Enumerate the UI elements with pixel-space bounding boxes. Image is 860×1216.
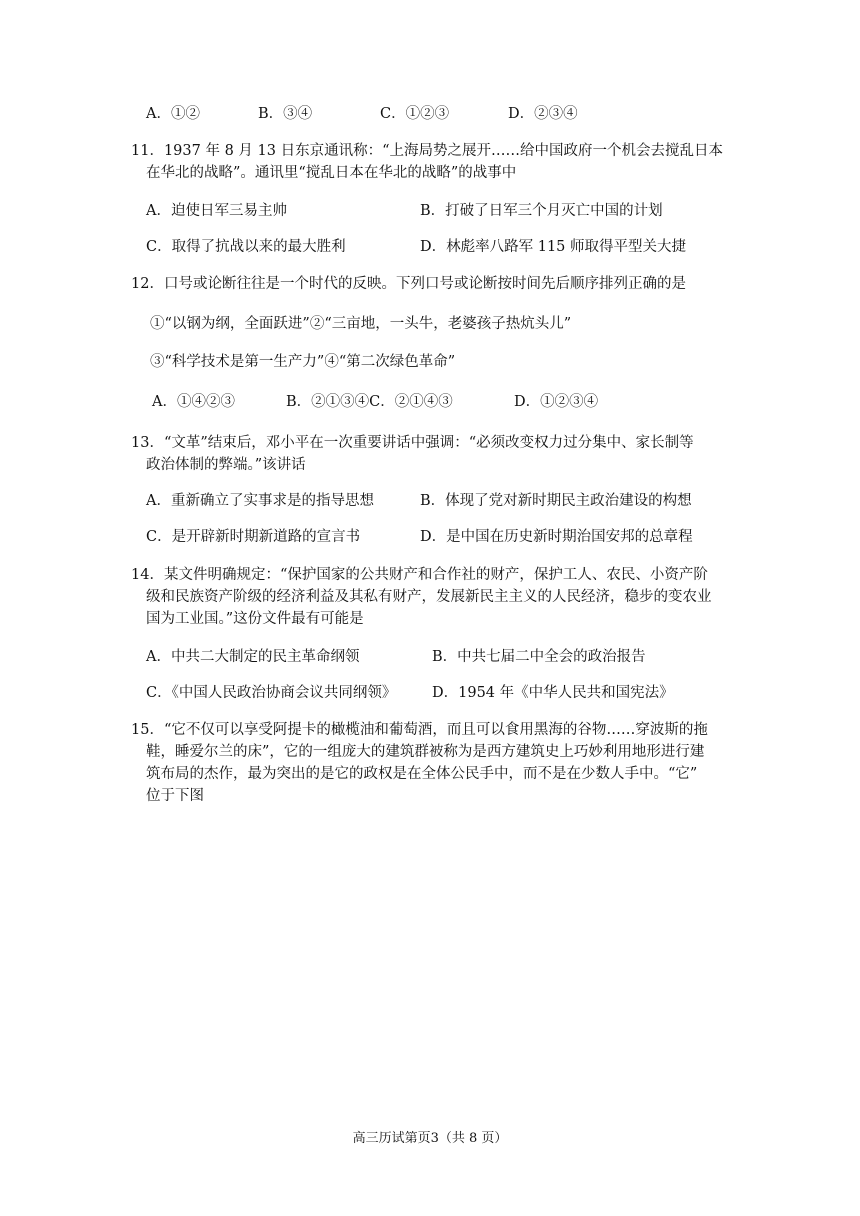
q11-option-c: C．取得了抗战以来的最大胜利 (146, 239, 346, 255)
q10-option-a: A．①② (146, 106, 200, 122)
q10-option-d: D．②③④ (508, 106, 578, 122)
q13-option-a: A．重新确立了实事求是的指导思想 (146, 493, 374, 509)
q12-option-bc: B．②①③④C．②①④③ (286, 394, 453, 410)
q15-stem-line2: 鞋，睡爱尔兰的床”，它的一组庞大的建筑群被称为是西方建筑史上巧妙利用地形进行建 (146, 744, 705, 760)
q10-option-b: B．③④ (258, 106, 313, 122)
q14-stem-line3: 国为工业国。”这份文件最有可能是 (146, 611, 364, 627)
q12-option-a: A．①④②③ (152, 394, 235, 410)
q12-stem: 12．口号或论断往往是一个时代的反映。下列口号或论断按时间先后顺序排列正确的是 (131, 276, 686, 292)
q14-option-b: B．中共七届二中全会的政治报告 (432, 649, 646, 665)
page-footer: 高三历试第页3（共 8 页） (352, 1131, 508, 1146)
q11-stem-line2: 在华北的战略”。通讯里“搅乱日本在华北的战略”的战事中 (146, 165, 517, 181)
q12-option-d: D．①②③④ (514, 394, 599, 410)
q11-option-a: A．迫使日军三易主帅 (146, 203, 287, 219)
q13-stem-line2: 政治体制的弊端。”该讲话 (146, 457, 306, 473)
q14-option-d: D．1954 年《中华人民共和国宪法》 (432, 685, 674, 701)
q14-option-a: A．中共二大制定的民主革命纲领 (146, 649, 360, 665)
q13-stem-line1: 13．“文革”结束后，邓小平在一次重要讲话中强调：“必须改变权力过分集中、家长制等 (131, 435, 694, 451)
q12-item-1-2: ①“以钢为纲，全面跃进”②“三亩地，一头牛，老婆孩子热炕头儿” (150, 316, 572, 332)
q15-stem-line4: 位于下图 (146, 788, 204, 804)
q15-stem-line1: 15．“它不仅可以享受阿提卡的橄榄油和葡萄酒，而且可以食用黑海的谷物……穿波斯的拖 (131, 722, 708, 738)
q14-option-c: C．《中国人民政治协商会议共同纲领》 (146, 685, 397, 701)
q13-option-b: B．体现了党对新时期民主政治建设的构想 (420, 493, 692, 509)
q14-stem-line2: 级和民族资产阶级的经济利益及其私有财产，发展新民主主义的人民经济，稳步的变农业 (146, 589, 712, 605)
q14-stem-line1: 14．某文件明确规定：“保护国家的公共财产和合作社的财产，保护工人、农民、小资产阶 (131, 567, 708, 583)
q11-stem-line1: 11．1937 年 8 月 13 日东京通讯称：“上海局势之展开……给中国政府一个机会去搅乱日本 (131, 143, 723, 159)
q15-stem-line3: 筑布局的杰作，最为突出的是它的政权是在全体公民手中，而不是在少数人手中。“它” (146, 766, 698, 782)
q11-option-b: B．打破了日军三个月灭亡中国的计划 (420, 203, 663, 219)
q12-item-3-4: ③“科学技术是第一生产力”④“第二次绿色革命” (150, 354, 456, 370)
q13-option-d: D．是中国在历史新时期治国安邦的总章程 (420, 529, 693, 545)
q10-option-c: C．①②③ (380, 106, 450, 122)
q11-option-d: D．林彪率八路军 115 师取得平型关大捷 (420, 239, 687, 255)
q13-option-c: C．是开辟新时期新道路的宣言书 (146, 529, 361, 545)
